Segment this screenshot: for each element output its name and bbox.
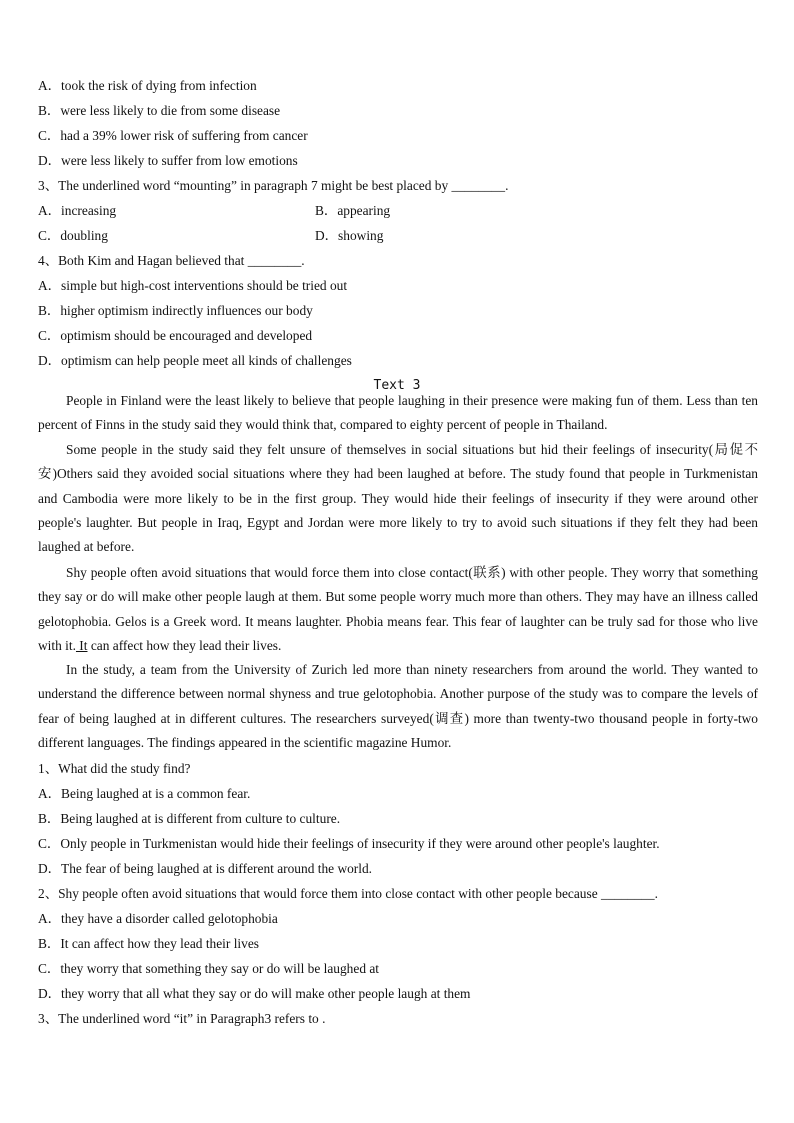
option-b: B．appearing	[315, 203, 391, 218]
paragraph-4: In the study, a team from the University of Zurich led more than ninety researchers from around the world. They wanted to understand the difference between normal shyness and true gelotophobia. Another purpose of the study was to compare the levels of fear of being laughed at in different cultures. The researchers surveyed(调查) more than twenty-two thousand people in forty-two different languages. The findings appeared in the scientific magazine Humor.	[38, 662, 758, 750]
paragraph-3-text: Shy people often avoid situations that would force them into close contact(联系) with other people. They worry that something they say or do will make other people laugh at them. But some people worry much more than others. They may have an illness called gelotophobia. Gelos is a Greek word. It means laughter. Phobia means fear. This fear of laughter can be truly sad for those who live with it.	[38, 565, 758, 653]
option-a: A．they have a disorder called gelotophobia	[38, 911, 278, 926]
paragraph-3	[38, 561, 758, 658]
option-c: C．Only people in Turkmenistan would hide their feelings of insecurity if they were around other people's laughter.	[38, 836, 660, 851]
question-stem: 1、What did the study find?	[38, 761, 191, 776]
question-stem: 3、The underlined word “mounting” in paragraph 7 might be best placed by ________.	[38, 178, 509, 193]
option-c: C．optimism should be encouraged and developed	[38, 328, 313, 343]
option-a: A．Being laughed at is a common fear.	[38, 786, 251, 801]
question-stem: 2、Shy people often avoid situations that would force them into close contact with other people because ________.	[38, 886, 658, 901]
option-d: D．optimism can help people meet all kinds of challenges	[38, 353, 352, 368]
option-a: A．took the risk of dying from infection	[38, 78, 257, 93]
question-stem: 4、Both Kim and Hagan believed that ________.	[38, 253, 305, 268]
paragraph-2: Some people in the study said they felt unsure of themselves in social situations but hid their feelings of insecurity(局促不安)Others said they avoided social situations where they had been laughed at before. The study found that people in Turkmenistan and Cambodia were more likely to be in the first group. They would hide their feelings of insecurity if they were around other people's laughter. But people in Iraq, Egypt and Jordan were more likely to try to avoid such situations if they felt they had been laughed at before.	[38, 442, 758, 555]
option-c: C．they worry that something they say or do will be laughed at	[38, 961, 380, 976]
option-d: D．they worry that all what they say or do will make other people laugh at them	[38, 986, 471, 1001]
paragraph-3-tail: can affect how they lead their lives.	[87, 637, 282, 653]
option-b: B．were less likely to die from some disease	[38, 103, 281, 118]
option-c: C．had a 39% lower risk of suffering from cancer	[38, 128, 308, 143]
option-a: A．simple but high-cost interventions should be tried out	[38, 278, 348, 293]
option-b: B．It can affect how they lead their lives	[38, 936, 259, 951]
option-d: D．showing	[315, 228, 384, 243]
option-d: D．were less likely to suffer from low emotions	[38, 153, 298, 168]
paragraph-1: People in Finland were the least likely to believe that people laughing in their presence were making fun of them. Less than ten percent of Finns in the study said they would think that, compared to eighty percent of people in Thailand.	[38, 393, 758, 433]
question-stem: 3、The underlined word “it” in Paragraph3 refers to .	[38, 1011, 326, 1026]
underlined-word-it: It	[75, 637, 88, 653]
option-d: D．The fear of being laughed at is different around the world.	[38, 861, 373, 876]
option-b: B．higher optimism indirectly influences our body	[38, 303, 313, 318]
option-b: B．Being laughed at is different from culture to culture.	[38, 811, 341, 826]
option-c: C．doubling	[38, 228, 108, 243]
option-a: A．increasing	[38, 203, 117, 218]
section-heading: Text 3	[373, 378, 421, 393]
